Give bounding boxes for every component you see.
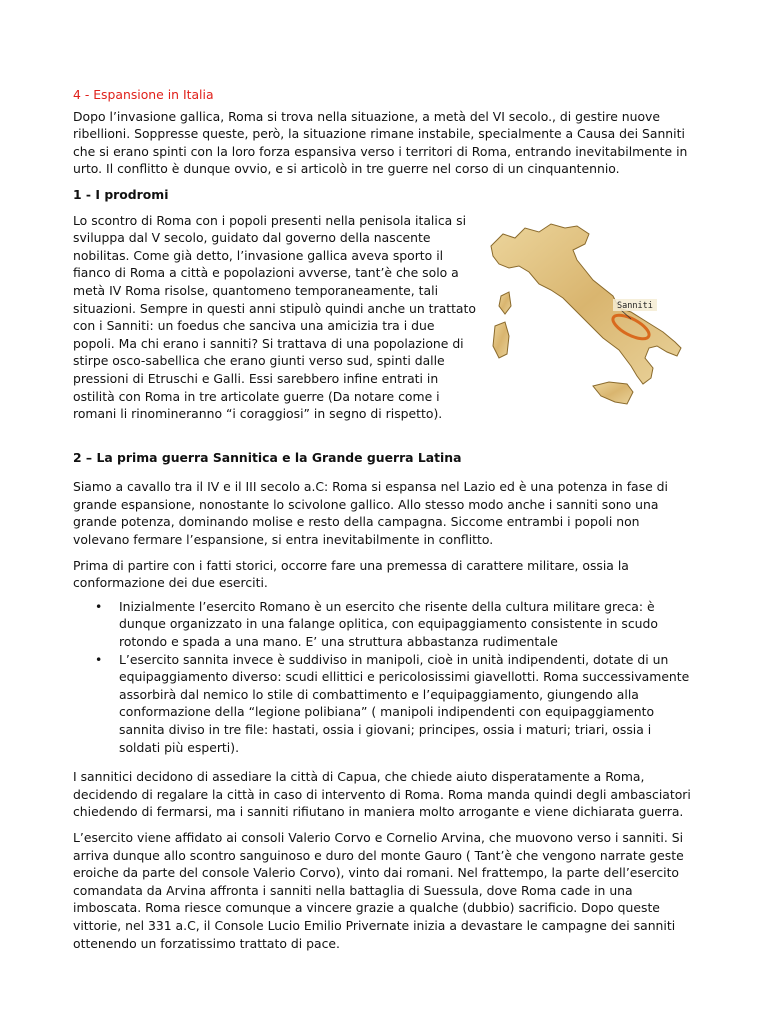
list-item — [73, 598, 695, 651]
prodromi-section — [73, 212, 695, 423]
document-page — [73, 86, 695, 952]
bullet-glyph: • — [95, 651, 103, 667]
capua-paragraph: I sannitici decidono di assediare la città di Capua, che chiede aiuto disperatamente a Roma, decidendo di regalare la città in caso di intervento di Roma. Roma manda quindi degli ambasciatori chiedendo di fermarsi, ma i sanniti rifiutano in maniera molto arrogante e viene dichiarata guerra. — [73, 769, 691, 820]
prima-guerra-paragraph-2: Prima di partire con i fatti storici, occorre fare una premessa di carattere militare, ossia la conformazione dei due eserciti. — [73, 557, 629, 591]
section-title: 4 - Espansione in Italia — [73, 87, 214, 102]
bullet-text-samnite-army: L’esercito sannita invece è suddiviso in manipoli, cioè in unità indipendenti, dotate di un equipaggiamento diverso: scudi ellittici e pericolosissimi giavellotti. Roma successivamente assorbirà dal nemico lo stile di combattimento e l’equipaggiamento, giungendo alla conformazione della “legione polibiana” ( manipoli indipendenti con equipaggiamento sannita diviso in tre file: hastati, ossia i giovani; principes, ossia i maturi; triari, ossia i soldati più esperti). — [119, 651, 690, 755]
intro-paragraph: Dopo l’invasione gallica, Roma si trova nella situazione, a metà del VI secolo., di gestire nuove ribellioni. Soppresse queste, però, la situazione rimane instabile, specialmente a Causa dei Sanniti che si erano spinti con la loro forza espansiva verso i territori di Roma, entrando inevitabilmente in urto. Il conflitto è dunque ovvio, e si articolò in tre guerre nel corso di un cinquantennio. — [73, 108, 688, 177]
list-item — [73, 651, 695, 757]
samnite-label: Sanniti — [617, 300, 653, 311]
sardinia-shape — [493, 322, 509, 358]
subsection-heading-prima-guerra: 2 – La prima guerra Sannitica e la Grande guerra Latina — [73, 449, 462, 465]
subsection-heading-prodromi: 1 - I prodromi — [73, 186, 169, 202]
corsica-shape — [499, 292, 511, 314]
prima-guerra-paragraph-1: Siamo a cavallo tra il IV e il III secolo a.C: Roma si espansa nel Lazio ed è una potenza in fase di grande espansione, nonostante lo scivolone gallico. Allo stesso modo anche i sanniti sono una grande potenza, dominando molise e resto della campagna. Siccome entrambi i popoli non volevano fermare l’espansione, si entra inevitabilmente in conflitto. — [73, 479, 668, 548]
prodromi-paragraph: Lo scontro di Roma con i popoli presenti nella penisola italica si sviluppa dal V secolo, guidato dal governo della nascente nobilitas. Come già detto, l’invasione gallica aveva sporto il fianco di Roma a città e popolazioni avverse, tant’è che solo a metà IV Roma risolse, quantomeno temporaneamente, tali situazioni. Sempre in questi anni stipulò quindi anche un trattato con i Sanniti: un foedus che sanciva una amicizia tra i due popoli. Ma chi erano i sanniti? Si trattava di una popolazione di stirpe osco-sabellica che erano giunti verso sud, spinti dalle pressioni di Etruschi e Galli. Essi sarebbero infine entrati in ostilità con Roma in tre articolate guerre (Da notare come i romani li rinomineranno “i coraggiosi” in segno di rispetto). — [73, 212, 476, 422]
italy-map-image — [481, 208, 689, 414]
bullet-glyph: • — [95, 598, 103, 614]
army-bullet-list — [73, 598, 695, 756]
sicily-shape — [593, 382, 633, 404]
consoli-paragraph: L’esercito viene affidato ai consoli Valerio Corvo e Cornelio Arvina, che muovono verso i sanniti. Si arriva dunque allo scontro sanguinoso e duro del monte Gauro ( Tant’è che vengono narrate geste eroiche da parte del console Valerio Corvo), vinto dai romani. Nel frattempo, la parte dell’esercito comandata da Arvina affronta i sanniti nella battaglia di Suessula, dove Roma cade in una imboscata. Roma riesce comunque a vincere grazie a qualche (dubbio) sacrificio. Dopo queste vittorie, nel 331 a.C, il Console Lucio Emilio Privernate inizia a devastare le campagne dei sanniti ottenendo un forzatissimo trattato di pace. — [73, 829, 684, 951]
bullet-text-roman-army: Inizialmente l’esercito Romano è un esercito che risente della cultura militare greca: è dunque organizzato in una falange oplitica, con equipaggiamento consistente in scudo rotondo e spada a una mano. E’ una struttura abbastanza rudimentale — [119, 598, 658, 650]
